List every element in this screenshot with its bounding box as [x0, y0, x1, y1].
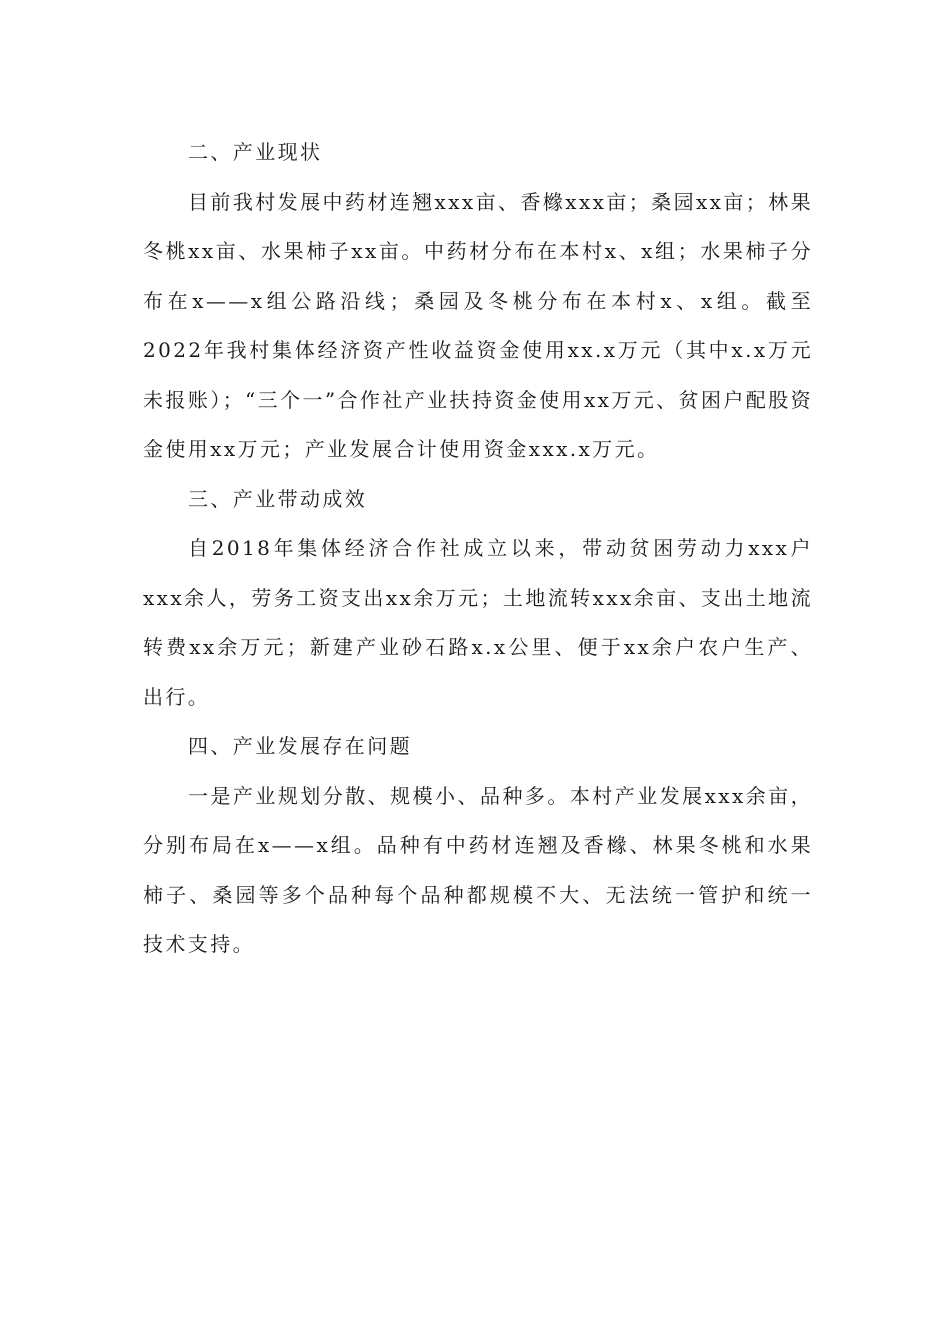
section-paragraph-industry-problems: 一是产业规划分散、规模小、品种多。本村产业发展xxx余亩，分别布局在x——x组。品种有中药材连翘及香橼、林果冬桃和水果柿子、桑园等多个品种每个品种都规模不大、无法统一管护和统一技术支持。 [143, 783, 813, 956]
section-heading-industry-status: 二、产业现状 [188, 140, 323, 164]
section-paragraph-industry-effects: 自2018年集体经济合作社成立以来，带动贫困劳动力xxx户xxx余人，劳务工资支出xx余万元；土地流转xxx余亩、支出土地流转费xx余万元；新建产业砂石路x.x公里、便于xx余户农户生产、出行。 [143, 536, 813, 709]
section-paragraph-industry-status: 目前我村发展中药材连翘xxx亩、香橼xxx亩；桑园xx亩；林果冬桃xx亩、水果柿子xx亩。中药材分布在本村x、x组；水果柿子分布在x——x组公路沿线；桑园及冬桃分布在本村x、x组。截至2022年我村集体经济资产性收益资金使用xx.x万元（其中x.x万元未报账）；“三个一”合作社产业扶持资金使用xx万元、贫困户配股资金使用xx万元；产业发展合计使用资金xxx.x万元。 [143, 189, 813, 461]
section-heading-industry-effects: 三、产业带动成效 [188, 486, 368, 511]
section-heading-industry-problems: 四、产业发展存在问题 [188, 734, 412, 758]
document-body [143, 128, 813, 970]
